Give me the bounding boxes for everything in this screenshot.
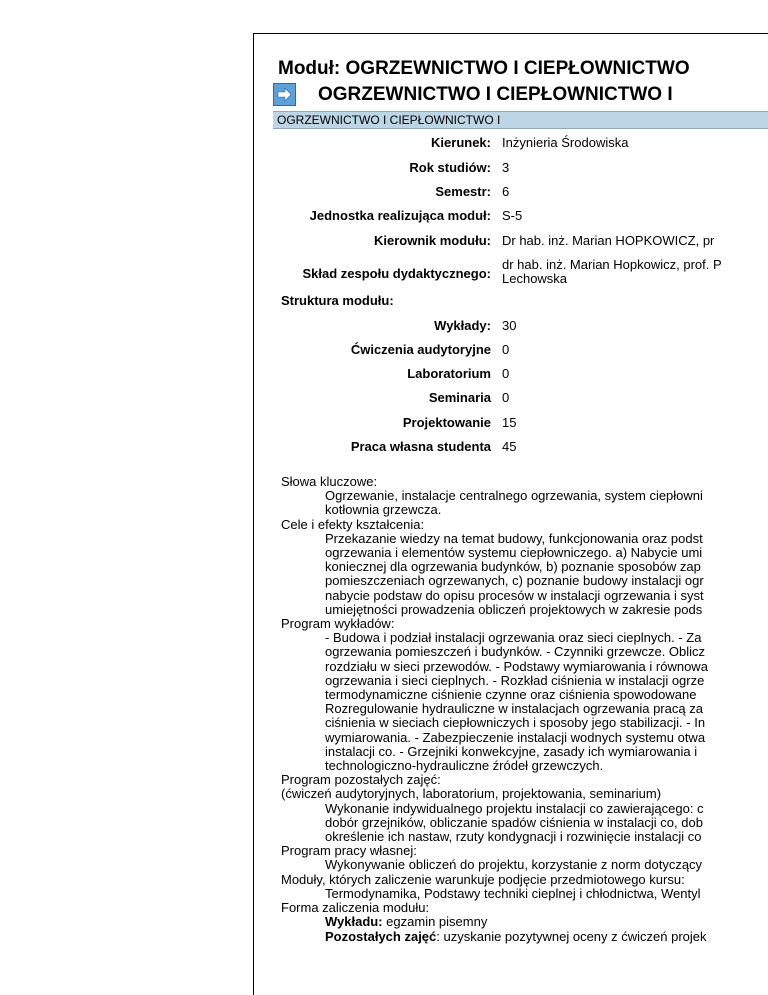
section-heading: Program pracy własnej: [281, 843, 417, 859]
document-frame [253, 33, 768, 995]
description-line: Wykonywanie obliczeń do projektu, korzystanie z norm dotyczący [325, 857, 703, 873]
description-line: Termodynamika, Podstawy techniki cieplnej i chłodnictwa, Wentyl [325, 885, 701, 901]
exam-label: Wykładu: [325, 914, 383, 930]
arrow-right-icon[interactable] [273, 83, 296, 106]
info-label: Semestr: [435, 184, 491, 199]
description-line: instalacji co. - Grzejniki konwekcyjne, zasady ich wymiarowania i [325, 743, 698, 759]
page-title: Moduł: OGRZEWNICTWO I CIEPŁOWNICTWO [278, 58, 690, 79]
description-line: technologiczno-hydrauliczne źródeł grzewczych. [325, 758, 604, 774]
description-line: Rozregulowanie hydrauliczne w instalacjach ogrzewania pracą za [325, 701, 703, 717]
description-line: ogrzewania i sieci cieplnych. - Rozkład ciśnienia w instalacji ogrze [325, 672, 705, 688]
info-label: Kierunek: [431, 135, 491, 150]
description-line: umiejętności prowadzenia obliczeń projektowych w zakresie pods [325, 601, 703, 617]
structure-label: Projektowanie [402, 415, 491, 430]
description-line: rozdziału w sieci przewodów. - Podstawy wymiarowania i równowa [325, 658, 708, 674]
module-description [281, 475, 708, 944]
description-line: ogrzewania i elementów systemu ciepłowniczego. a) Nabycie umi [325, 545, 703, 561]
section-heading: Forma zaliczenia modułu: [281, 900, 430, 916]
module-subtitle: OGRZEWNICTWO I CIEPŁOWNICTWO I [318, 84, 673, 105]
description-line: dobór grzejników, obliczanie spadów ciśnienia w instalacji co, dob [325, 814, 703, 830]
section-heading: Moduły, których zaliczenie warunkuje podjęcie przedmiotowego kursu: [281, 871, 685, 887]
structure-value: 0 [502, 366, 510, 381]
info-value: Dr hab. inż. Marian HOPKOWICZ, pr [502, 233, 715, 248]
structure-heading: Struktura modułu: [281, 293, 394, 308]
info-label: Kierownik modułu: [374, 233, 491, 248]
info-value-line: Lechowska [502, 271, 568, 286]
description-line: koniecznej dla ogrzewania budynków, b) poznanie sposobów zap [325, 559, 701, 575]
structure-value: 15 [502, 415, 517, 430]
exam-line-lecture [281, 915, 708, 929]
description-line: nabycie podstaw do opisu procesów w instalacji ogrzewania i syst [325, 587, 704, 603]
description-line: termodynamiczne ciśnienie czynne oraz ciśnienia spowodowane [325, 687, 697, 703]
info-value: 6 [502, 184, 510, 199]
structure-value: 30 [502, 318, 517, 333]
section-heading: Cele i efekty kształcenia: [281, 516, 425, 532]
structure-label: Seminaria [428, 390, 491, 405]
structure-value: 0 [502, 342, 510, 357]
description-line: Wykonanie indywidualnego projektu instalacji co zawierającego: c [325, 800, 704, 816]
exam-line-other [281, 930, 708, 944]
structure-value: 0 [502, 390, 510, 405]
exam-text: : uzyskanie pozytywnej oceny z ćwiczeń projek [436, 928, 707, 944]
structure-label: Praca własna studenta [350, 439, 491, 454]
module-name-bar: OGRZEWNICTWO I CIEPŁOWNICTWO I [273, 111, 768, 129]
description-line: ogrzewania pomieszczeń i budynków. - Czynniki grzewcze. Oblicz [325, 644, 706, 660]
exam-label: Pozostałych zajęć [325, 928, 437, 944]
info-label: Jednostka realizująca moduł: [309, 208, 491, 223]
description-line: wymiarowania. - Zabezpieczenie instalacji wodnych systemu otwa [325, 729, 706, 745]
info-value: Inżynieria Środowiska [502, 135, 629, 150]
info-value: S-5 [502, 208, 523, 223]
description-line: pomieszczeniach ogrzewanych, c) poznanie budowy instalacji ogr [325, 573, 704, 589]
description-line: określenie ich nastaw, rzuty kondygnacji i rozwinięcie instalacji co [325, 829, 702, 845]
description-line: Ogrzewanie, instalacje centralnego ogrzewania, system ciepłowni [325, 488, 703, 504]
info-value-line: dr hab. inż. Marian Hopkowicz, prof. P [502, 257, 722, 272]
exam-text: egzamin pisemny [382, 914, 488, 930]
structure-label: Wykłady: [434, 318, 491, 333]
section-heading: Program pozostałych zajęć: [281, 772, 441, 788]
description-line: - Budowa i podział instalacji ogrzewania oraz sieci cieplnych. - Za [325, 630, 702, 646]
section-heading: Słowa kluczowe: [281, 474, 378, 489]
structure-value: 45 [502, 439, 517, 454]
info-label: Skład zespołu dydaktycznego: [302, 266, 491, 281]
description-line: Przekazanie wiedzy na temat budowy, funkcjonowania oraz podst [325, 530, 703, 546]
section-heading: Program wykładów: [281, 616, 395, 632]
description-line: ciśnienia w sieciach ciepłowniczych i sposoby jego stabilizacji. - In [325, 715, 706, 731]
structure-label: Ćwiczenia audytoryjne [350, 342, 491, 357]
info-label: Rok studiów: [409, 160, 491, 175]
structure-label: Laboratorium [407, 366, 491, 381]
info-value [502, 258, 722, 286]
info-value: 3 [502, 160, 510, 175]
description-line: (ćwiczeń audytoryjnych, laboratorium, projektowania, seminarium) [281, 786, 662, 802]
description-line: kotłownia grzewcza. [325, 502, 442, 518]
